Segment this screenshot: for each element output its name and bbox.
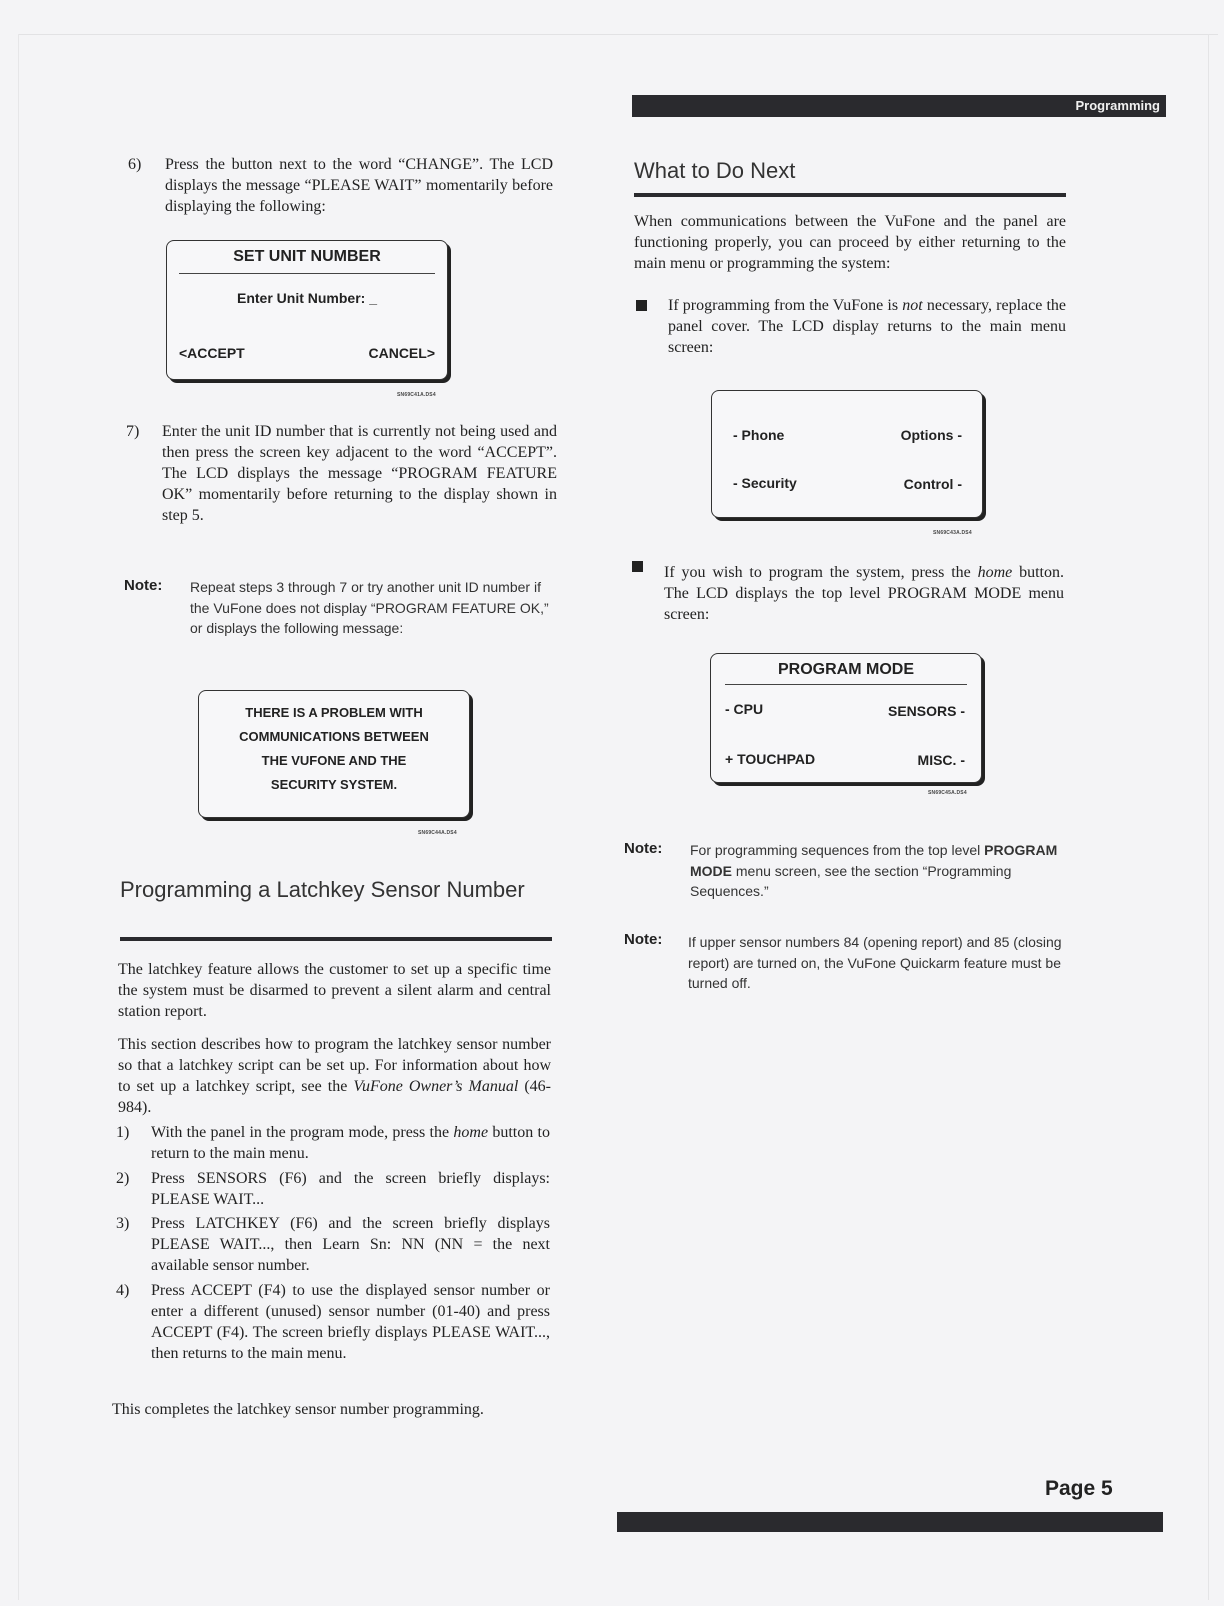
latchkey-step-2 <box>116 1168 550 1210</box>
footer-bar <box>617 1512 1163 1532</box>
bullet-square <box>636 300 647 311</box>
lcd-cpu-option: - CPU <box>725 701 764 717</box>
bullet-text-part: If programming from the VuFone is <box>668 297 903 314</box>
note-label: Note: <box>124 577 163 594</box>
section-title-what-next: What to Do Next <box>634 158 796 183</box>
step-text: Enter the unit ID number that is currently not being used and then press the screen key adjacent to the word “ACCEPT”. The LCD displays the message “PROGRAM FEATURE OK” momentarily before returning to the display shown in step 5. <box>162 423 557 524</box>
note-label: Note: <box>624 840 663 857</box>
section-rule <box>634 193 1066 197</box>
lcd-cancel-key: CANCEL> <box>368 345 435 361</box>
emphasis-word: not <box>902 297 923 314</box>
note-text-bold: PROGRAM MODE <box>690 842 1058 879</box>
latchkey-step-4 <box>116 1280 550 1364</box>
manual-title: VuFone Owner’s Manual <box>353 1078 519 1095</box>
lcd-options-option: Options - <box>900 427 962 443</box>
step-number: 1) <box>116 1124 130 1141</box>
step-number: 7) <box>126 423 140 440</box>
lcd-misc-option: MISC. - <box>917 752 965 768</box>
note-text-part: menu screen, see the section “Programming Sequences.” <box>690 862 1012 899</box>
step-text: Press LATCHKEY (F6) and the screen briefly displays PLEASE WAIT..., then Learn Sn: NN (NN = the next available sensor number. <box>151 1215 550 1274</box>
bullet-text-part: button. The LCD displays the top level PROGRAM MODE menu screen: <box>664 564 1065 623</box>
lcd-line: SECURITY SYSTEM. <box>270 777 398 792</box>
page-edge <box>1208 34 1209 1600</box>
step-text: Press SENSORS (F6) and the screen briefly displays: PLEASE WAIT... <box>151 1170 550 1208</box>
step-text: Press the button next to the word “CHANGE”. The LCD displays the message “PLEASE WAIT” momentarily before displaying the following: <box>165 156 553 215</box>
step-6 <box>128 154 553 217</box>
figure-code: SN69C43A.DS4 <box>933 530 972 536</box>
lcd-line: COMMUNICATIONS BETWEEN <box>239 729 429 744</box>
note-label: Note: <box>624 931 663 948</box>
page-edge <box>18 34 1218 35</box>
lcd-title: PROGRAM MODE <box>778 661 914 678</box>
bullet-text <box>664 562 1064 625</box>
note-text: Repeat steps 3 through 7 or try another unit ID number if the VuFone does not display “PROGRAM FEATURE OK,” or displays the following message: <box>190 579 549 636</box>
note-text: If upper sensor numbers 84 (opening report) and 85 (closing report) are turned on, the VuFone Quickarm feature must be turned off. <box>688 934 1062 991</box>
home-key-word: home <box>453 1124 489 1141</box>
lcd-main-menu <box>711 390 983 518</box>
page-edge <box>18 34 19 1600</box>
lcd-touchpad-option: + TOUCHPAD <box>725 751 816 767</box>
paragraph-text: (46-984). <box>118 1078 552 1116</box>
section-header-bar <box>632 95 1166 117</box>
bullet-text-part: If you wish to program the system, press the <box>664 564 978 581</box>
step-number: 4) <box>116 1282 130 1299</box>
page-number: Page 5 <box>1045 1477 1113 1500</box>
bullet-square <box>632 561 643 572</box>
lcd-line: THE VUFONE AND THE <box>261 753 407 768</box>
section-header-label: Programming <box>1075 98 1160 113</box>
lcd-security-option: - Security <box>733 475 797 491</box>
lcd-sensors-option: SENSORS - <box>887 703 965 719</box>
step-number: 6) <box>128 156 142 173</box>
figure-code: SN69C44A.DS4 <box>418 830 457 836</box>
note-text <box>690 840 1066 902</box>
step-text <box>151 1122 550 1164</box>
lcd-title-rule <box>179 273 435 274</box>
step-text-part: button to return to the main menu. <box>151 1124 550 1162</box>
home-key-word: home <box>977 564 1013 581</box>
step-7 <box>126 421 557 526</box>
closing-paragraph: This completes the latchkey sensor number programming. <box>112 1401 484 1418</box>
lcd-title: SET UNIT NUMBER <box>233 248 381 265</box>
paragraph-text: This section describes how to program the latchkey sensor number so that a latchkey script can be set up. For information about how to set up a latchkey script, see the <box>118 1036 551 1095</box>
step-number: 2) <box>116 1170 130 1187</box>
lcd-control-option: Control - <box>903 476 962 492</box>
section-rule <box>120 937 552 941</box>
paragraph: The latchkey feature allows the customer to set up a specific time the system must be disarmed to prevent a silent alarm and central station report. <box>118 961 551 1020</box>
latchkey-step-1 <box>116 1122 550 1164</box>
bullet-text-part: necessary, replace the panel cover. The LCD display returns to the main menu screen: <box>668 297 1067 356</box>
lcd-phone-option: - Phone <box>733 427 785 443</box>
step-number: 3) <box>116 1215 130 1232</box>
lcd-accept-key: <ACCEPT <box>179 345 245 361</box>
step-text-part: With the panel in the program mode, press the <box>151 1124 454 1141</box>
figure-code: SN69C45A.DS4 <box>928 790 967 796</box>
lcd-communication-problem <box>198 690 470 818</box>
note-text-part: For programming sequences from the top level <box>690 842 985 858</box>
paragraph <box>118 1034 551 1118</box>
step-text: Press ACCEPT (F4) to use the displayed sensor number or enter a different (unused) sensor number (01-40) and press ACCEPT (F4). The screen briefly displays PLEASE WAIT..., then returns to the main menu. <box>151 1282 550 1362</box>
lcd-set-unit-number <box>166 240 448 380</box>
lcd-program-mode <box>710 653 982 783</box>
section-title-latchkey: Programming a Latchkey Sensor Number <box>120 877 525 902</box>
lcd-title-rule <box>725 684 967 685</box>
bullet-text <box>668 295 1066 358</box>
figure-code: SN69C41A.DS4 <box>397 392 436 398</box>
paragraph: When communications between the VuFone and the panel are functioning properly, you can proceed by either returning to the main menu or programming the system: <box>634 213 1066 272</box>
lcd-line: THERE IS A PROBLEM WITH <box>245 705 423 720</box>
lcd-prompt: Enter Unit Number: _ <box>236 290 377 306</box>
latchkey-step-3 <box>116 1213 550 1276</box>
